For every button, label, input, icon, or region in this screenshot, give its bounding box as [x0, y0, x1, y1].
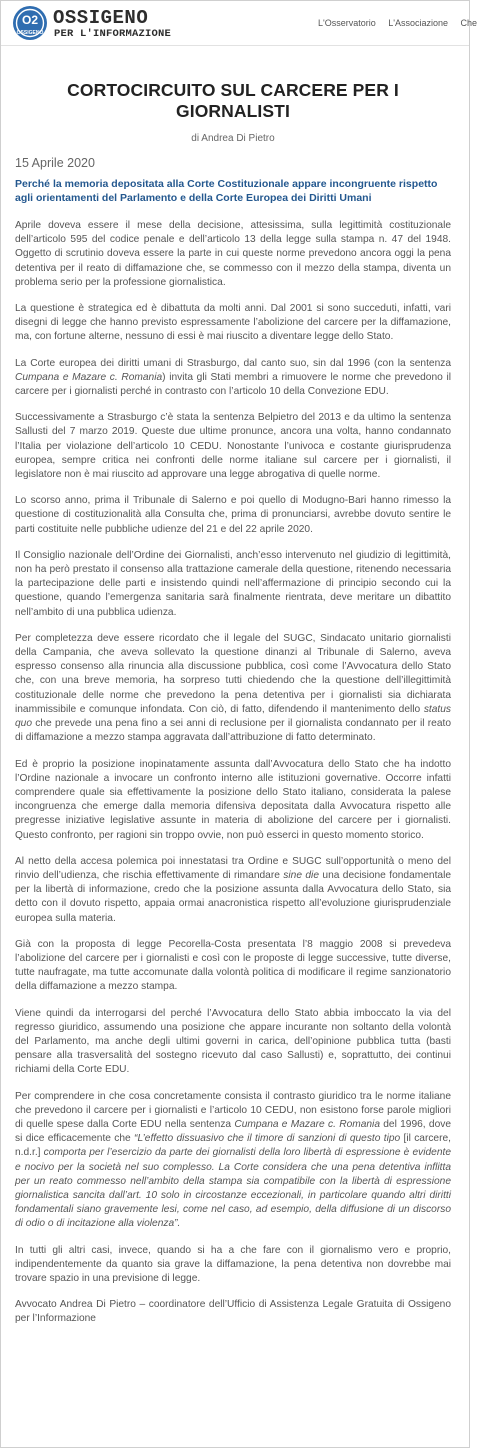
- article-paragraph: [15, 411, 451, 482]
- italic-text: Cumpana e Mazare c. Romania: [15, 371, 163, 383]
- article-paragraph: [15, 219, 451, 290]
- italic-text: status quo: [15, 703, 451, 730]
- italic-text: Cumpana e Mazare c. Romania: [234, 1118, 380, 1130]
- article-title: CORTOCIRCUITO SUL CARCERE PER I GIORNALISTI: [67, 80, 399, 121]
- nav-item-associazione[interactable]: L'Associazione: [388, 18, 449, 28]
- article-paragraph: [15, 1244, 451, 1287]
- paragraph-text: Aprile doveva essere il mese della decisione, attesissima, sulla legittimità costituzionale dell’articolo 595 del codice penale e dell’articolo 13 della legge sulla stampa n. 47 del 1948. Oggetto di scrutinio doveva essere la parte in cui queste norme prevedono ancora oggi la pena detentiva per il reato di diffamazione che, se commesso con il mezzo della stampa, diventa un problema serio per la professione giornalistica.: [15, 220, 451, 288]
- paragraph-text: Lo scorso anno, prima il Tribunale di Salerno e poi quello di Modugno-Bari hanno rimesso la questione di costituzionalità alla Consulta che, prima di pronunciarsi, avrebbe dovuto sentire le parti costituite nelle pubbliche udienze del 21 e del 22 aprile 2020.: [15, 495, 451, 535]
- article-byline: di Andrea Di Pietro: [191, 133, 275, 144]
- paragraph-text: Già con la proposta di legge Pecorella-Costa presentata l’8 maggio 2008 si prevedeva l’abolizione del carcere per i giornalisti e così con le proposte di legge successive, tutte diverse, tutte naufragate, ma tutte accomunate dalla volontà politica di modificare il regime sanzionatorio della diffamazione a mezzo stampa.: [15, 938, 451, 993]
- article-paragraph: [15, 1090, 451, 1232]
- article-paragraph: [15, 855, 451, 926]
- paragraph-text: Al netto della accesa polemica poi innestatasi tra Ordine e SUGC sull’opportunità o meno del rinvio dell’udienza, che rischia effettivamente di rimandare: [15, 855, 451, 881]
- paragraph-text: Ed è proprio la posizione inopinatamente assunta dall’Avvocatura dello Stato che ha indotto l’Ordine nazionale a invocare un confronto interno alle istituzioni governative. Occorre infatti comprendere quale sia effettivamente la posizione dello Stato italiano, considerata la palese incongruenza che emerge dalla memoria difensiva depositata dalla Avvocatura rispetto alle pregresse iniziative legislative assunte in materia di abolizione del carcere per i giornalisti. Questo confronto, per ragioni sin troppo ovvie, non può esserci in questo momento storico.: [15, 758, 451, 841]
- italic-text: comporta per l’esercizio da parte dei giornalisti della loro libertà di espressione è evidente e nocivo per la società nel suo complesso. La Corte considera che una pena detentiva inflitta per un reato commesso nell’ambito della stampa sia compatibile con la libertà di espressione giornalistica sancita dall’art. 10 solo in circostanze eccezionali, in particolare quando altri diritti fondamentali siano gravemente lesi, come nel caso, ad esempio, della diffusione di un discorso di odio o di incitazione alla violenza”.: [15, 1147, 451, 1230]
- article-paragraph: [15, 494, 451, 537]
- paragraph-text: Successivamente a Strasburgo c’è stata la sentenza Belpietro del 2013 e da ultimo la sentenza Sallusti del 7 marzo 2019. Queste due ultime pronunce, ancora una volta, hanno condannato l’Italia per violazione dell’articolo 10 CEDU. Nonostante l’univoca e costante giurisprudenza europea, sempre critica nei confronti delle norme italiane sul carcere per i giornalisti, il legislatore non è mai riuscito ad approvare una legge abrogativa di quelle norme.: [15, 412, 451, 481]
- paragraph-text: La questione è strategica ed è dibattuta da molti anni. Dal 2001 si sono succeduti, infatti, vari disegni di legge che hanno previsto espressamente l’abolizione del carcere per la diffamazione, ma, con fortune alterne, nessuno di essi è mai riuscito a diventare legge dello Stato.: [15, 303, 451, 343]
- brand-name[interactable]: OSSIGENO: [53, 7, 149, 29]
- paragraph-text: una decisione fondamentale per la libertà di informazione, credo che la posizione assunta dalla Avvocatura dello Stato, sia detto con il dovuto rispetto, appaia ormai anacronistica rispetto all’evoluzione giurisprudenziale europea sulla materia.: [15, 869, 451, 924]
- italic-text: “L’effetto dissuasivo che il timore di sanzioni di questo tipo: [134, 1133, 401, 1145]
- paragraph-text: del 1996, dove si dice efficacemente che: [15, 1118, 452, 1145]
- brand-tagline: PER L'INFORMAZIONE: [54, 28, 172, 40]
- paragraph-text: In tutti gli altri casi, invece, quando si ha a che fare con il giornalismo vero e proprio, indipendentemente da quanto sia grave la diffamazione, la pena detentiva non dovrebbe mai trovare spazio in una previsione di legge.: [15, 1244, 451, 1284]
- paragraph-text: Per completezza deve essere ricordato che il legale del SUGC, Sindacato unitario giornalisti della Campania, che aveva sollevato la questione dinanzi al Tribunale di Salerno, aveva espresso consenso alla rinuncia alla discussione pubblica, così come l’Avvocatura dello Stato che, con una breve memoria, ha sorpreso tutti chiedendo che la questione dell’illegittimità costituzionale delle norme che prevedono la pena detentiva per i giornalisti sia dichiarata inammissibile e comunque infondata. Con ciò, di fatto, difendendo il mantenimento dello: [15, 632, 451, 715]
- article: [1, 80, 469, 1327]
- article-paragraph: [15, 1298, 451, 1326]
- article-paragraph: [15, 357, 451, 400]
- logo-subtext: OSSIGENO: [16, 30, 44, 36]
- article-paragraph: [15, 758, 451, 843]
- paragraph-text: ) invita gli Stati membri a rimuovere le norme che prevedono il carcere per i giornalisti perché in contrasto con l’articolo 10 della Convezione EDU.: [15, 371, 451, 398]
- paragraph-text: Avvocato Andrea Di Pietro – coordinatore dell’Ufficio di Assistenza Legale Gratuita di Ossigeno per l’Informazione: [15, 1299, 451, 1325]
- article-paragraph: [15, 549, 451, 620]
- article-paragraph: [15, 938, 451, 995]
- article-paragraph: [15, 632, 451, 746]
- main-nav: [318, 18, 487, 28]
- site-header: [1, 1, 478, 46]
- article-date: 15 Aprile 2020: [15, 156, 95, 170]
- paragraph-text: che prevede una pena fino a sei anni di reclusione per il giornalista condannato per il reato di diffamazione a mezzo stampa aggravata dall’attribuzione di fatto determinato.: [15, 718, 451, 744]
- article-paragraph: [15, 1007, 451, 1078]
- nav-item-osservatorio[interactable]: L'Osservatorio: [318, 18, 376, 28]
- ossigeno-logo[interactable]: [12, 5, 48, 41]
- paragraph-text: La Corte europea dei diritti umani di Strasburgo, dal canto suo, sin dal 1996 (con la sentenza: [15, 357, 451, 369]
- logo-mark: O2: [21, 13, 39, 27]
- italic-text: sine die: [283, 869, 319, 881]
- nav-item-che[interactable]: Che: [460, 18, 478, 28]
- article-paragraph: [15, 302, 451, 345]
- paragraph-text: Per comprendere in che cosa concretamente consista il contrasto giuridico tra le norme italiane che prevedono il carcere per i giornalisti e l’articolo 10 CEDU, non esistono forse parole migliori di quelle spese dalla Corte EDU nella sentenza: [15, 1090, 451, 1130]
- paragraph-text: Viene quindi da interrogarsi del perché l’Avvocatura dello Stato abbia imboccato la via del regresso giuridico, assumendo una posizione che appare incurante non soltanto della volontà del Parlamento, ma anche degli ultimi governi in carica, dell’opinione pubblica tutta (basti pensare alla trasversalità del sostegno ricevuto dal caso Sallusti) e, soprattutto, dei continui richiami della Corte EDU.: [15, 1007, 451, 1076]
- paragraph-text: Il Consiglio nazionale dell’Ordine dei Giornalisti, anch’esso intervenuto nel giudizio di legittimità, non ha però prestato il consenso alla trattazione camerale della questione, ritenendo necessaria la partecipazione delle parti e insistendo quindi nell’affermazione di principio secondo cui la questione, quando l’emergenza sanitaria sarà finalmente rientrata, deve meritare un dibattito nell’ambito di una pubblica udienza.: [15, 549, 451, 618]
- article-subtitle: Perché la memoria depositata alla Corte Costituzionale appare incongruente rispetto agli orientamenti del Parlamento e della Corte Europea dei Diritti Umani: [15, 178, 438, 204]
- paragraph-text: [il carcere, n.d.r.]: [15, 1133, 451, 1159]
- article-body: [15, 219, 451, 1327]
